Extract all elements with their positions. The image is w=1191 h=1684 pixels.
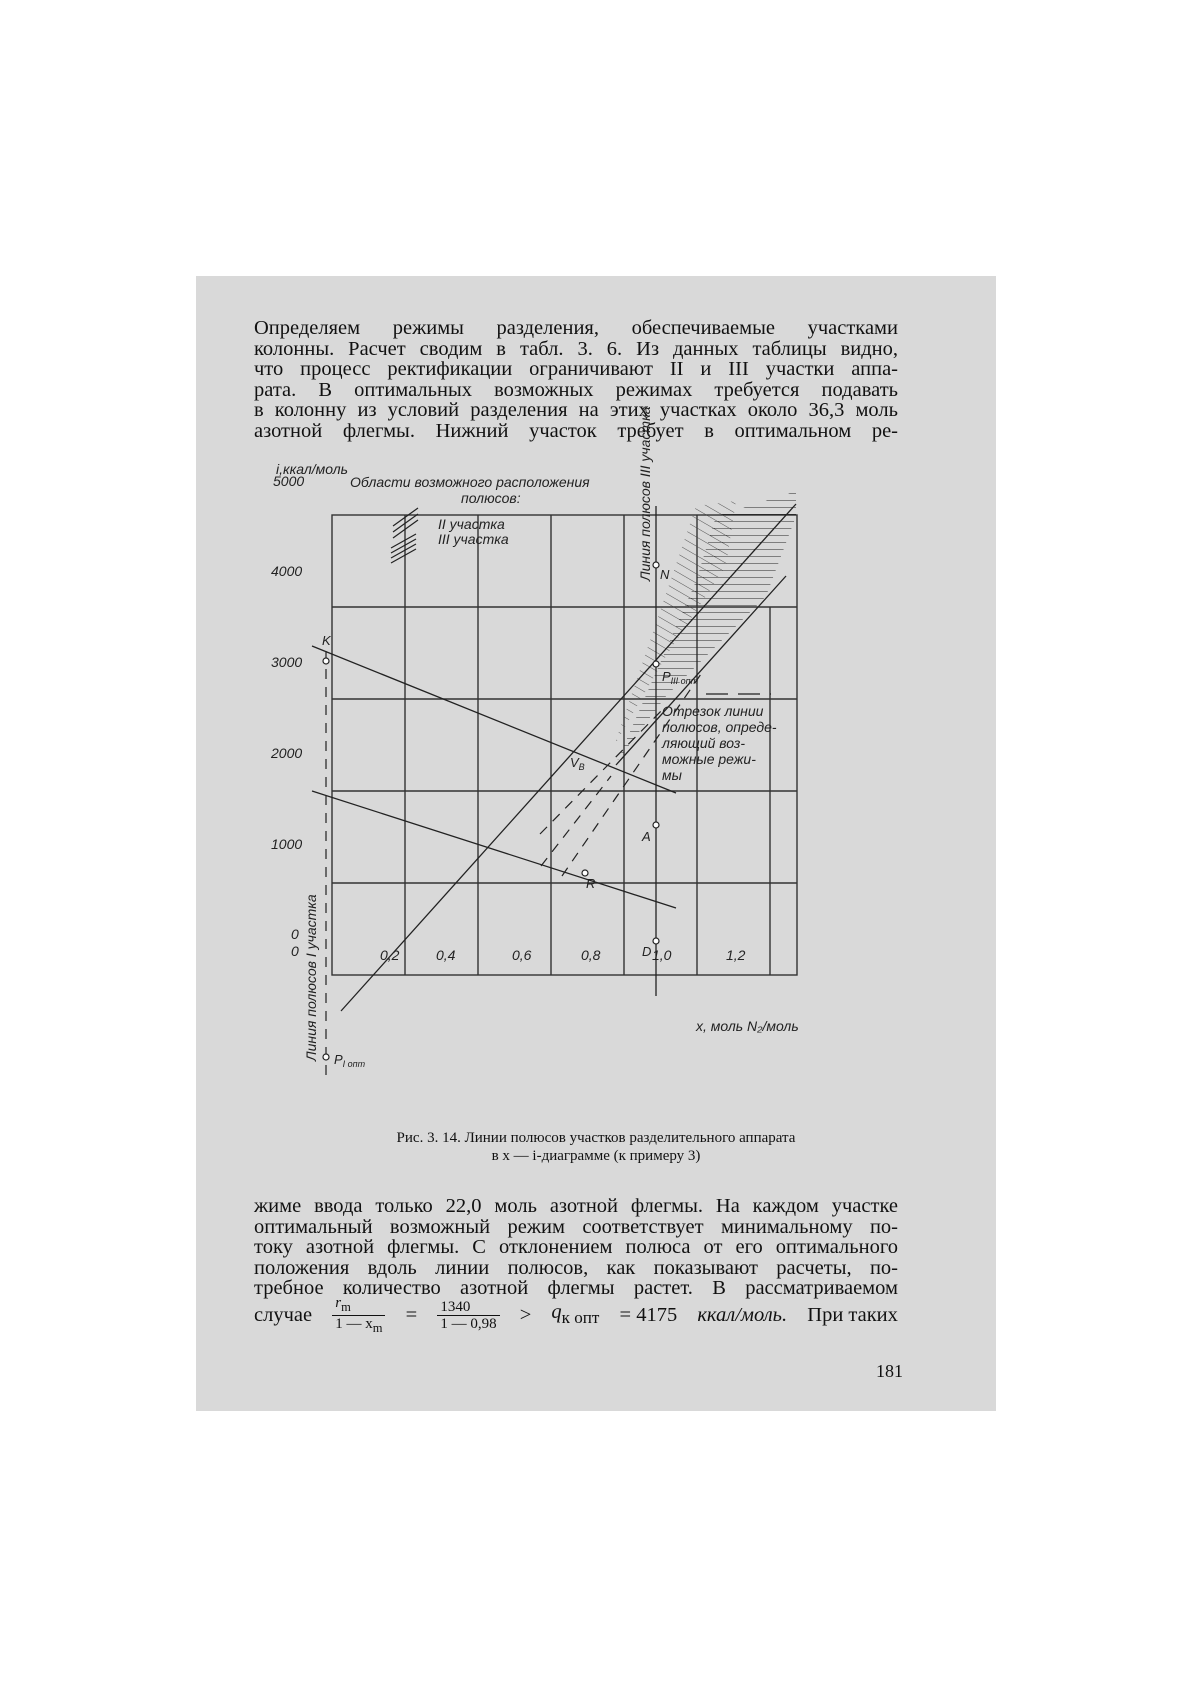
page-number: 181 [876,1361,903,1381]
point-p3 [653,661,659,667]
text-line: азотной флегмы. Нижний участок требует в оптимальном ре- [254,419,898,442]
label-p3: $P_{III опт}$ [662,669,699,686]
text-line: оптимальный возможный режим соответствует минимальному по- [254,1215,898,1238]
text-start: случае [254,1304,313,1327]
x-tick: 0,6 [512,947,532,963]
label-p1: $P_{I опт}$ [334,1052,366,1069]
x-tick: 0,8 [581,947,601,963]
line-label-section-3: Линия полюсов III участка [637,406,653,581]
line-d [312,791,676,908]
text-line: колонны. Расчет сводим в табл. 3. 6. Из данных таблицы видно, [254,337,898,360]
y-axis-label: i,ккал/моль [276,461,348,477]
text-line: в колонну из условий разделения на этих участках около 36,3 моль [254,399,898,421]
label-a: A [642,829,651,844]
point-a [653,822,659,828]
label-n: N [660,567,670,582]
line-k-a [312,646,676,793]
text-line: жиме ввода только 22,0 моль азотной флегмы. На каждом участке [254,1195,898,1217]
fraction-rm: $\frac{r_m}{1 — x_m}$ [332,1295,385,1336]
segment-legend: Отрезок линии [662,703,764,719]
text-line: требное количество азотной флегмы растет. В рассматриваемом [254,1277,898,1299]
legend-item: II участка [438,516,505,532]
y-tick: 4000 [271,563,303,579]
unit-text: ккал/моль. [697,1304,788,1327]
text-line: что процесс ректификации ограничивают II и III участки аппа- [254,358,898,380]
segment-legend: мы [662,767,682,783]
x-tick: 0,4 [436,947,456,963]
x-tick: 1,2 [726,947,746,963]
text-line: положения вдоль линии полюсов, как показывают расчеты, по- [254,1256,898,1279]
caption-line: в x — i-диаграмме (к примеру 3) [491,1148,701,1164]
x-axis-label: x, моль N₂/моль [696,1018,799,1034]
fraction-1340: $\frac{1340}{1 — 0,98}$ [437,1299,499,1332]
legend-title: полюсов: [461,490,521,506]
segment-legend: полюсов, опреде- [662,719,777,735]
y-tick: 1000 [271,836,303,852]
line-label-section-1: Линия полюсов I участка [303,894,319,1061]
equals-sign: = [405,1304,418,1327]
point-n [653,562,659,568]
q-symbol: $q_{к опт}$ [551,1301,600,1328]
x-i-diagram [196,276,996,1126]
label-r: R [586,876,596,891]
text-line: току азотной флегмы. С отклонением полюса от его оптимального [254,1236,898,1258]
label-k: K [322,633,331,648]
point-p1 [323,1054,329,1060]
equals-value: = 4175 [619,1304,678,1327]
x-tick: 1,0 [652,947,672,963]
text-end: При таких [807,1304,898,1327]
text-line: Определяем режимы разделения, обеспечиваемые участками [254,317,898,339]
x-tick: 0,2 [380,947,400,963]
label-vb: $V_B$ [570,755,585,772]
point-d [653,938,659,944]
y-tick: 2000 [271,745,303,761]
point-k [323,658,329,664]
y-tick: 3000 [271,654,303,670]
book-page [196,276,996,1411]
segment-legend: ляющий воз- [662,735,746,751]
formula-line [254,1295,898,1335]
figure-caption [196,1129,996,1165]
text-line: рата. В оптимальных возможных режимах требуется подавать [254,378,898,401]
legend-title: Области возможного расположения [350,474,590,490]
y-tick: 5000 [273,473,305,489]
label-d: D [642,944,652,959]
x-tick: 0 [291,943,299,959]
y-tick: 0 [291,926,299,942]
caption-line: Рис. 3. 14. Линии полюсов участков разделительного аппарата [396,1130,796,1146]
greater-sign: > [519,1304,532,1327]
bottom-paragraph [254,1196,898,1333]
legend-item: III участка [438,531,509,547]
segment-legend: можные режи- [662,751,756,767]
